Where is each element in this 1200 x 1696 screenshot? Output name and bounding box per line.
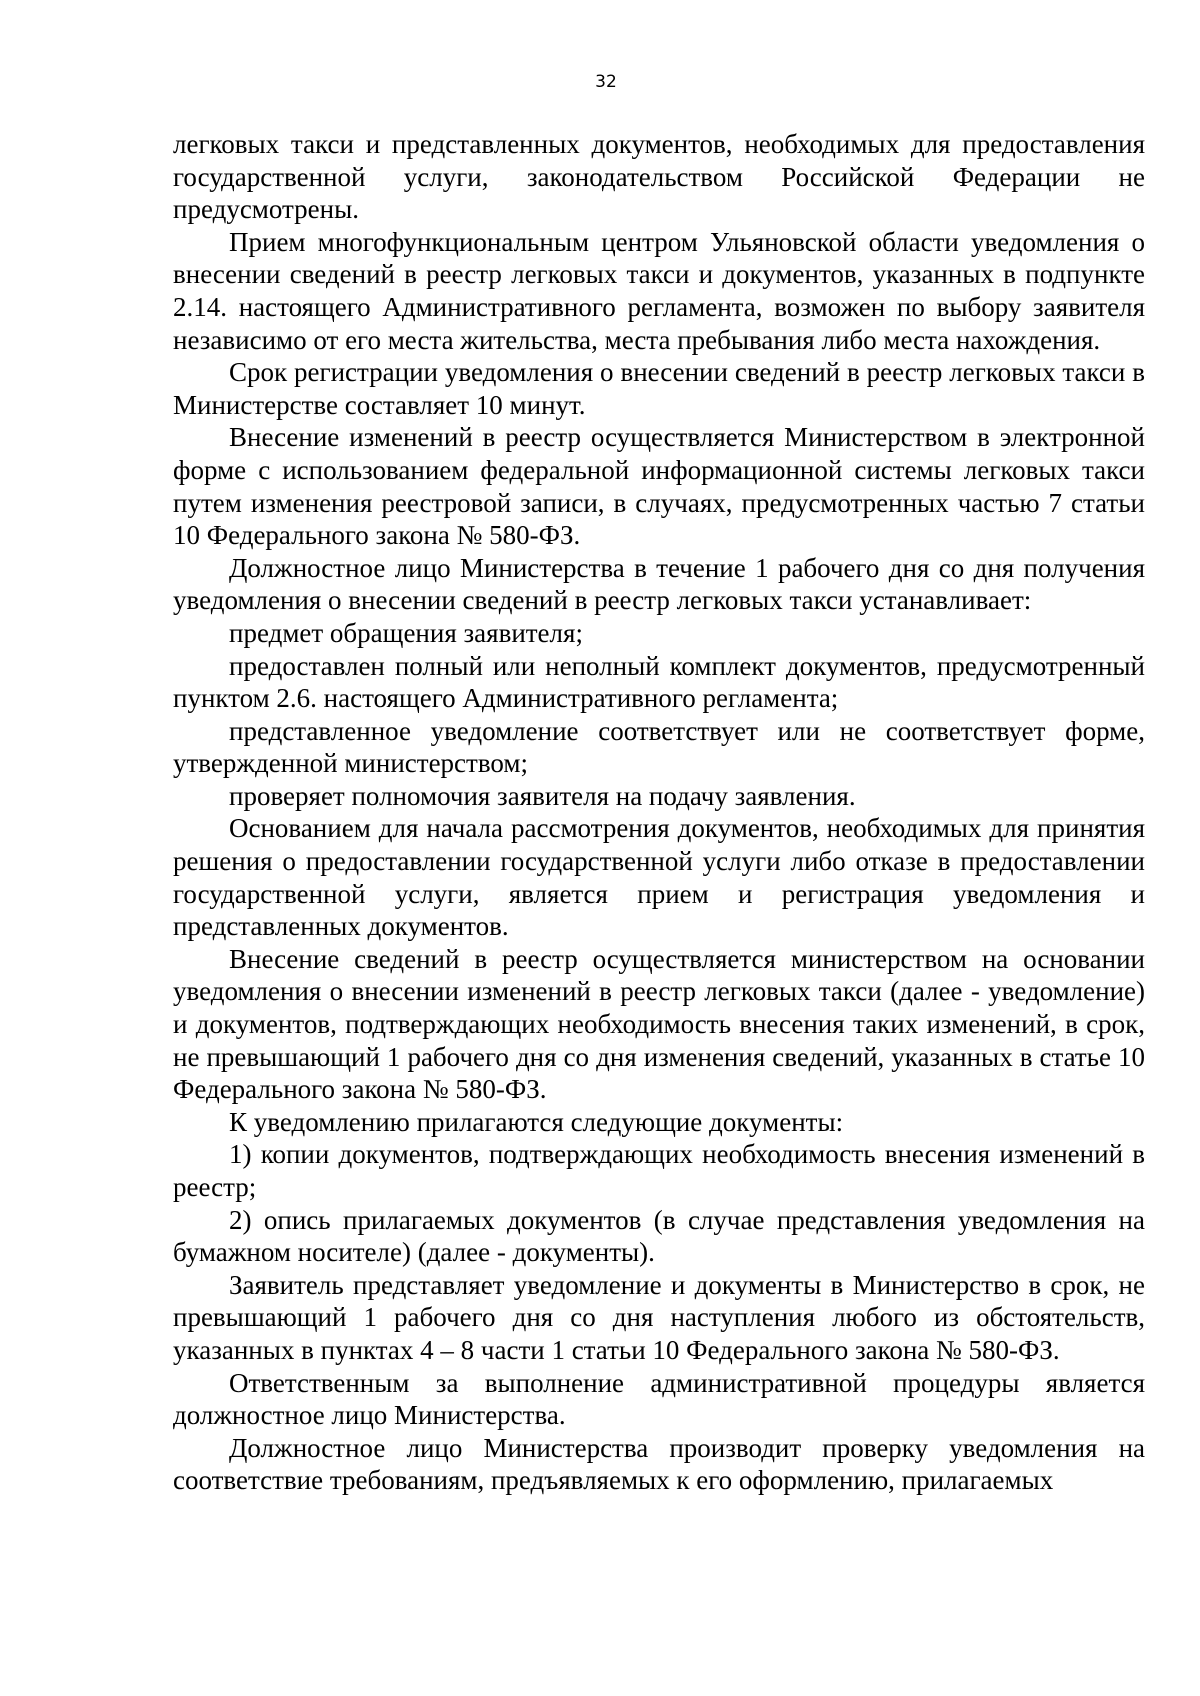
paragraph: Внесение сведений в реестр осуществляется министерством на основании уведомления о внесении изменений в реестр легковых такси (далее - уведомление) и документов, подтверждающих необходимость внесения таких изменений, в срок, не превышающий 1 рабочего дня со дня изменения сведений, указанных в статье 10 Федерального закона № 580-ФЗ. (173, 943, 1145, 1105)
paragraph: Ответственным за выполнение административной процедуры является должностное лицо Министерства. (173, 1367, 1145, 1431)
paragraph: Основанием для начала рассмотрения документов, необходимых для принятия решения о предоставлении государственной услуги либо отказе в предоставлении государственной услуги, является прием и регистрация уведомления и представленных документов. (173, 813, 1145, 942)
paragraph: легковых такси и представленных документов, необходимых для предоставления государственной услуги, законодательством Российской Федерации не предусмотрены. (173, 129, 1145, 225)
paragraph: Должностное лицо Министерства производит проверку уведомления на соответствие требованиям, предъявляемых к его оформлению, прилагаемых (173, 1432, 1145, 1496)
paragraph: Должностное лицо Министерства в течение 1 рабочего дня со дня получения уведомления о внесении сведений в реестр легковых такси устанавливает: (173, 552, 1145, 616)
document-body (173, 128, 1145, 1497)
list-item: 2) опись прилагаемых документов (в случае представления уведомления на бумажном носителе) (далее - документы). (173, 1204, 1145, 1268)
list-item: представленное уведомление соответствует или не соответствует форме, утвержденной министерством; (173, 715, 1145, 779)
paragraph: Внесение изменений в реестр осуществляется Министерством в электронной форме с использованием федеральной информационной системы легковых такси путем изменения реестровой записи, в случаях, предусмотренных частью 7 статьи 10 Федерального закона № 580-ФЗ. (173, 422, 1145, 551)
page-number: 32 (595, 72, 617, 92)
list-item: предоставлен полный или неполный комплект документов, предусмотренный пунктом 2.6. настоящего Административного регламента; (173, 650, 1145, 714)
paragraph: Срок регистрации уведомления о внесении сведений в реестр легковых такси в Министерстве составляет 10 минут. (173, 357, 1145, 420)
paragraph: К уведомлению прилагаются следующие документы: (229, 1106, 844, 1137)
list-item: предмет обращения заявителя; (229, 617, 583, 648)
paragraph: Прием многофункциональным центром Ульяновской области уведомления о внесении сведений в реестр легковых такси и документов, указанных в подпункте 2.14. настоящего Административного регламента, возможен по выбору заявителя независимо от его места жительства, места пребывания либо места нахождения. (173, 226, 1145, 355)
list-item: 1) копии документов, подтверждающих необходимость внесения изменений в реестр; (173, 1139, 1145, 1202)
paragraph: Заявитель представляет уведомление и документы в Министерство в срок, не превышающий 1 рабочего дня со дня наступления любого из обстоятельств, указанных в пунктах 4 – 8 части 1 статьи 10 Федерального закона № 580-ФЗ. (173, 1269, 1145, 1365)
list-item: проверяет полномочия заявителя на подачу заявления. (229, 780, 856, 811)
